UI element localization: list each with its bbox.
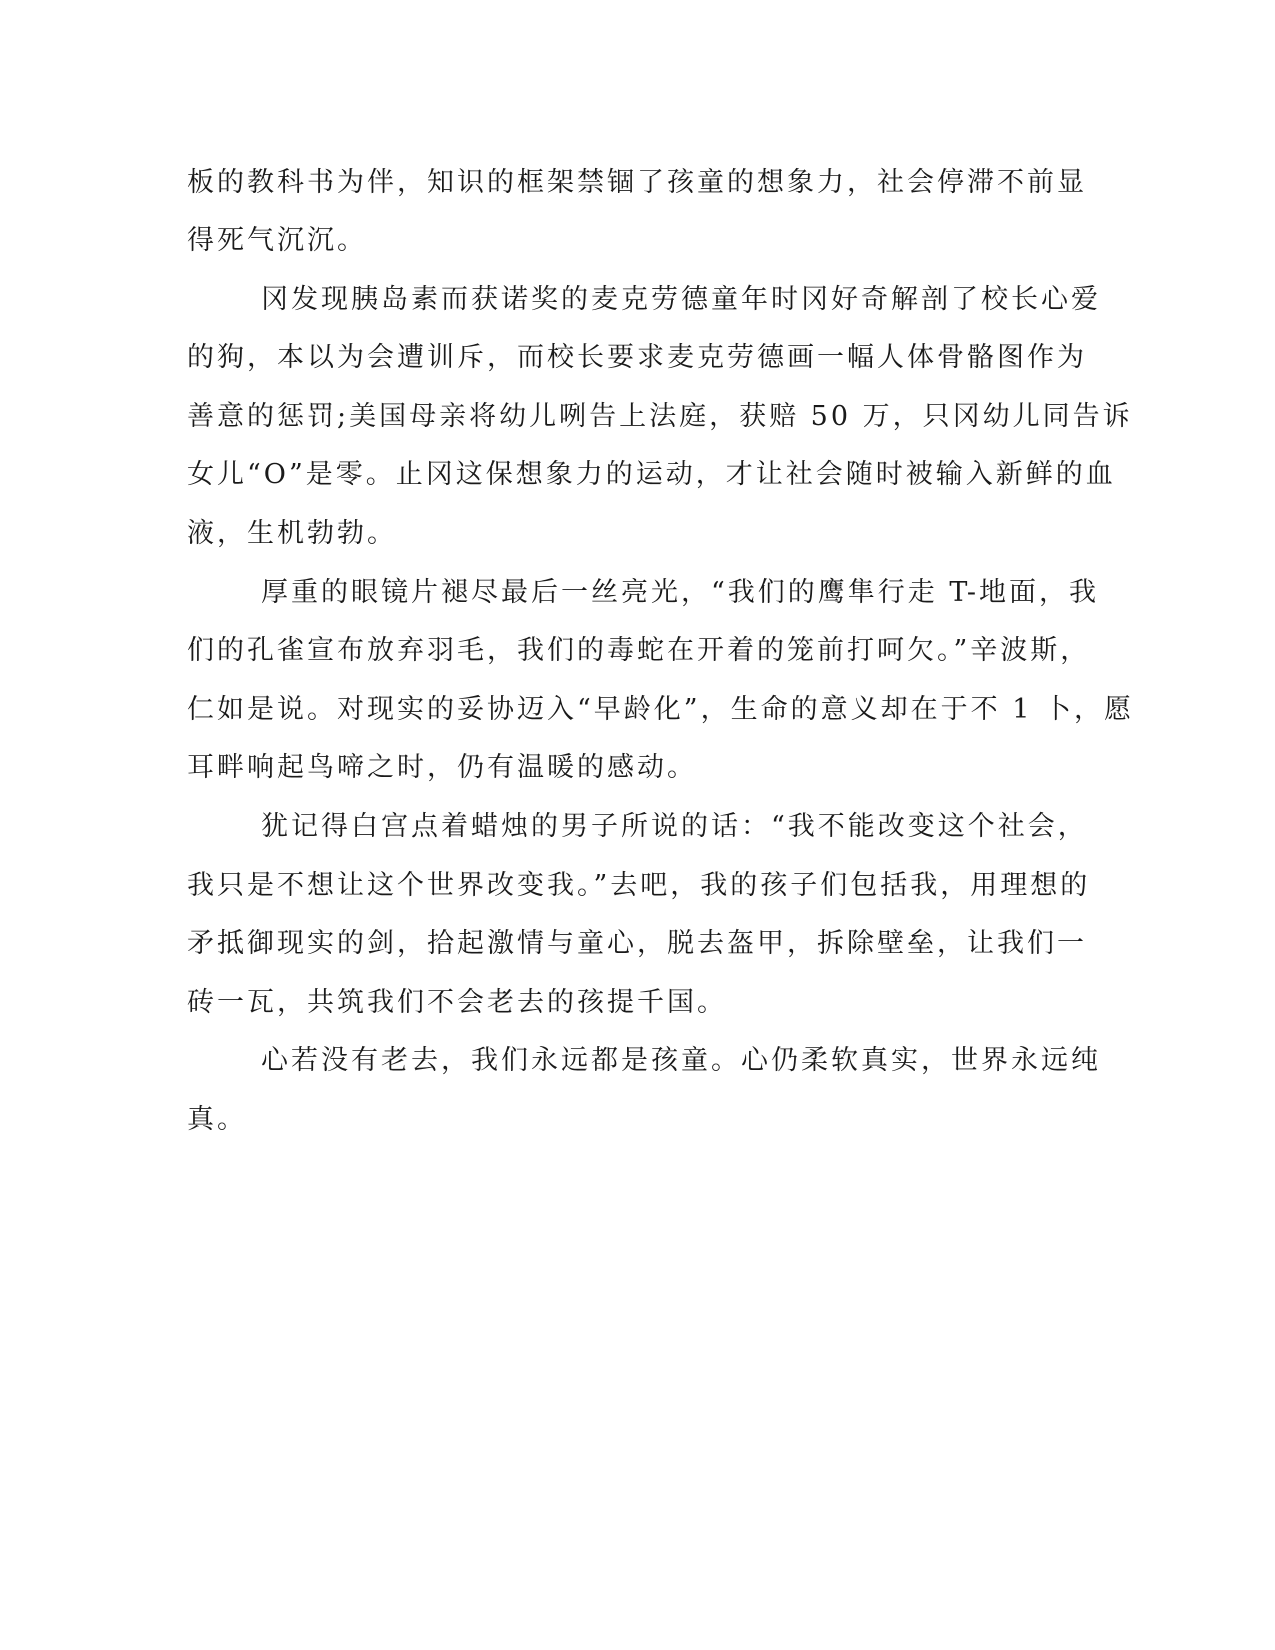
paragraph-4-line-3: 矛抵御现实的剑，拾起激情与童心，脱去盔甲，拆除壁垒，让我们一	[187, 928, 1087, 959]
paragraph-5-line-2: 真。	[187, 1104, 247, 1135]
paragraph-1-line-1: 板的教科书为伴，知识的框架禁锢了孩童的想象力，社会停滞不前显	[187, 167, 1087, 198]
paragraph-2-line-2: 的狗，本以为会遭训斥，而校长要求麦克劳德画一幅人体骨骼图作为	[187, 342, 1087, 373]
paragraph-3-line-1: 厚重的眼镜片褪尽最后一丝亮光，“我们的鹰隼行走 T-地面，我	[261, 577, 1100, 608]
paragraph-2-line-5: 液，生机勃勃。	[187, 518, 397, 549]
paragraph-3-line-2: 们的孔雀宣布放弃羽毛，我们的毒蛇在开着的笼前打呵欠。”辛波斯，	[187, 635, 1091, 666]
paragraph-2-line-1: 冈发现胰岛素而获诺奖的麦克劳德童年时冈好奇解剖了校长心爱	[261, 284, 1101, 315]
paragraph-2-line-3: 善意的惩罚;美国母亲将幼儿咧告上法庭，获赔 50 万，只冈幼儿同告诉	[187, 401, 1133, 432]
paragraph-1-line-2: 得死气沉沉。	[187, 225, 367, 256]
paragraph-4-line-1: 犹记得白宫点着蜡烛的男子所说的话：“我不能改变这个社会，	[261, 811, 1088, 842]
paragraph-3-line-3: 仁如是说。对现实的妥协迈入“早龄化”，生命的意义却在于不 1 卜，愿	[187, 694, 1134, 725]
paragraph-5-line-1: 心若没有老去，我们永远都是孩童。心仍柔软真实，世界永远纯	[261, 1045, 1101, 1076]
paragraph-4-line-4: 砖一瓦，共筑我们不会老去的孩提千国。	[187, 987, 727, 1018]
paragraph-4-line-2: 我只是不想让这个世界改变我。”去吧，我的孩子们包括我，用理想的	[187, 870, 1091, 901]
paragraph-2-line-4: 女儿“O”是零。止冈这保想象力的运动，才让社会随时被输入新鲜的血	[187, 459, 1116, 490]
paragraph-3-line-4: 耳畔响起鸟啼之时，仍有温暖的感动。	[187, 752, 697, 783]
